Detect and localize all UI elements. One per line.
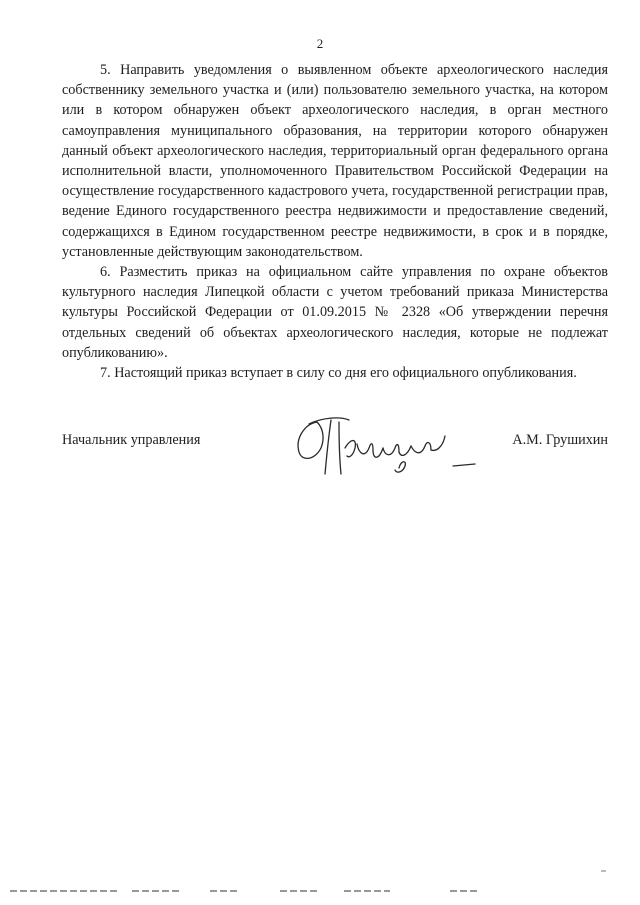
handwritten-signature	[287, 408, 497, 480]
signer-name: А.М. Грушихин	[512, 432, 608, 448]
paragraph-item-7: 7. Настоящий приказ вступает в силу со дня его официального опубликования.	[100, 365, 577, 382]
document-body	[62, 60, 608, 383]
scan-corner-mark	[601, 868, 607, 874]
paragraph-item-5: 5. Направить уведомления о выявленном объекте археологического наследия собственнику земельного участка и (или) пользователю земельного участка, на котором или в котором обнаружен объект археологического наследия, в орган местного самоуправления муниципального образования, на территории которого обнаружен данный объект археологического наследия, территориальный орган федерального органа исполнительной власти, уполномоченного Правительством Российской Федерации на осуществление государственного кадастрового учета, государственной регистрации прав, ведение Единого государственного реестра недвижимости и предоставление сведений, содержащихся в Едином государственном реестре недвижимости, в срок и в порядке, установленные действующим законодательством.	[62, 62, 608, 260]
signer-position-title: Начальник управления	[62, 432, 201, 448]
footer-scan-dashes	[10, 888, 480, 894]
paragraph-item-6: 6. Разместить приказ на официальном сайте управления по охране объектов культурного наследия Липецкой области с учетом требований приказа Министерства культуры Российской Федерации от 01.09.2015 № 2328 «Об утверждении перечня отдельных сведений об объектах археологического наследия, которые не подлежат опубликованию».	[62, 264, 608, 361]
page-number: 2	[316, 36, 324, 51]
